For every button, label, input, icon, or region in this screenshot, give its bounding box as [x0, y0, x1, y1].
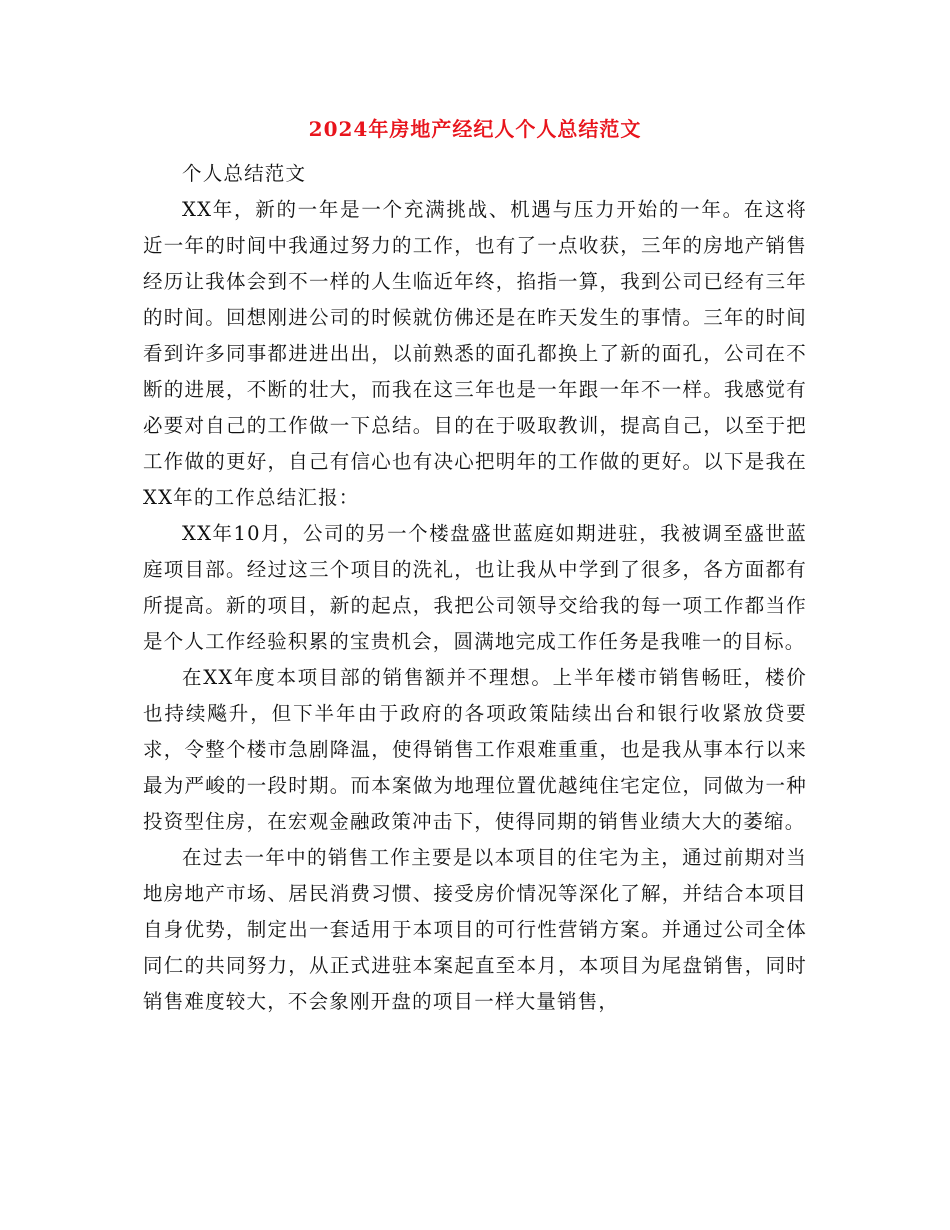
paragraph: 在XX年度本项目部的销售额并不理想。上半年楼市销售畅旺，楼价也持续飚升，但下半年由于政府的各项政策陆续出台和银行收紧放贷要求，令整个楼市急剧降温，使得销售工作艰难重重，也是我从事本行以来最为严峻的一段时期。而本案做为地理位置优越纯住宅定位，同做为一种投资型住房，在宏观金融政策冲击下，使得同期的销售业绩大大的萎缩。	[143, 666, 807, 833]
document-body	[143, 156, 807, 1020]
paragraph-heading: 个人总结范文	[182, 162, 307, 185]
paragraph: XX年，新的一年是一个充满挑战、机遇与压力开始的一年。在这将近一年的时间中我通过努力的工作，也有了一点收获，三年的房地产销售经历让我体会到不一样的人生临近年终，掐指一算，我到公司已经有三年的时间。回想刚进公司的时候就仿佛还是在昨天发生的事情。三年的时间看到许多同事都进进出出，以前熟悉的面孔都换上了新的面孔，公司在不断的进展，不断的壮大，而我在这三年也是一年跟一年不一样。我感觉有必要对自己的工作做一下总结。目的在于吸取教训，提高自己，以至于把工作做的更好，自己有信心也有决心把明年的工作做的更好。以下是我在XX年的工作总结汇报：	[143, 198, 807, 509]
paragraph: XX年10月，公司的另一个楼盘盛世蓝庭如期进驻，我被调至盛世蓝庭项目部。经过这三个项目的洗礼，也让我从中学到了很多，各方面都有所提高。新的项目，新的起点，我把公司领导交给我的每一项工作都当作是个人工作经验积累的宝贵机会，圆满地完成工作任务是我唯一的目标。	[143, 522, 807, 653]
paragraph: 在过去一年中的销售工作主要是以本项目的住宅为主，通过前期对当地房地产市场、居民消费习惯、接受房价情况等深化了解，并结合本项目自身优势，制定出一套适用于本项目的可行性营销方案。并通过公司全体同仁的共同努力，从正式进驻本案起直至本月，本项目为尾盘销售，同时销售难度较大，不会象刚开盘的项目一样大量销售，	[143, 846, 807, 1013]
document-title: 2024年房地产经纪人个人总结范文	[308, 117, 642, 141]
